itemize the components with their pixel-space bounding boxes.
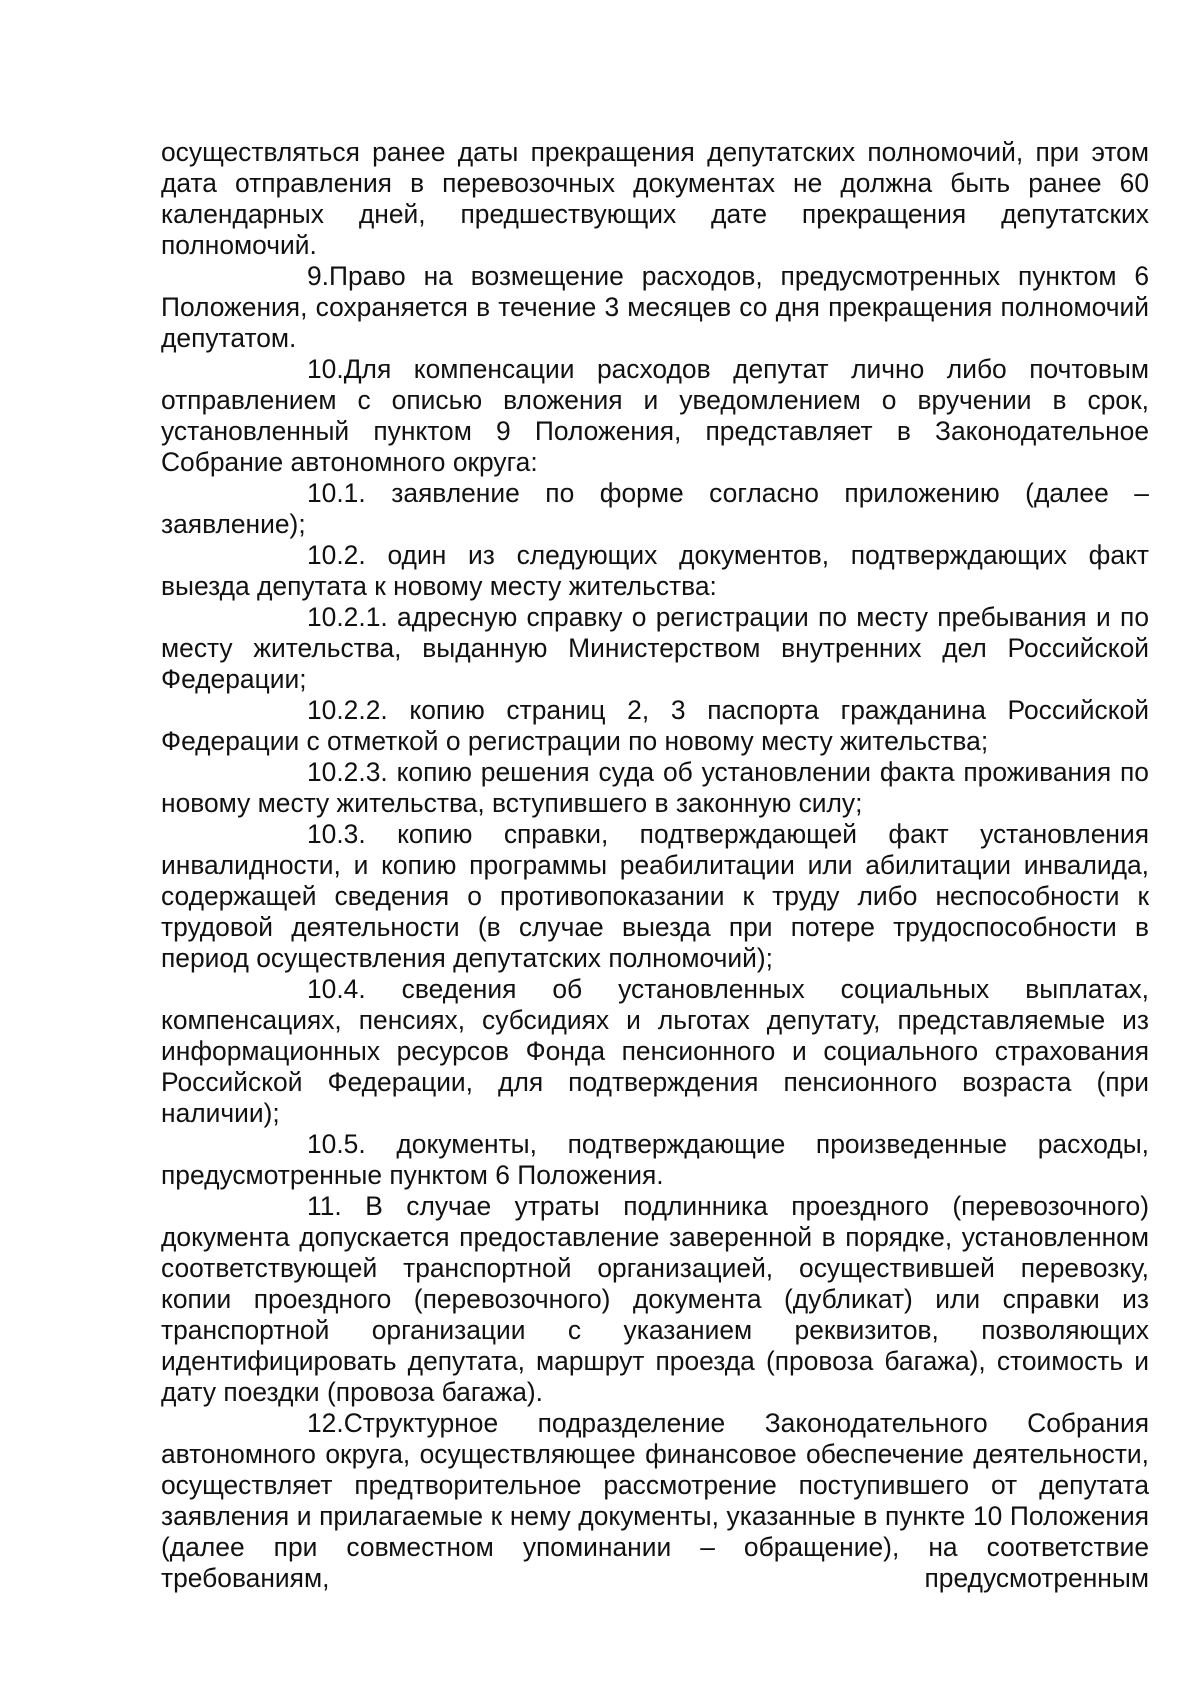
- paragraph-9: [161, 261, 1149, 354]
- paragraph-text: заявление по форме согласно приложению (далее – заявление);: [161, 478, 1149, 539]
- paragraph-text: осуществляться ранее даты прекращения депутатских полномочий, при этом дата отправления в перевозочных документах не должна быть ранее 60 календарных дней, предшествующих дате прекращения депутатских полномочий.: [161, 137, 1149, 260]
- paragraph-10-3: [161, 819, 1149, 974]
- paragraph-number: 10.4.: [307, 974, 366, 1004]
- paragraph-10-2-3: [161, 757, 1149, 819]
- paragraph-10-5: [161, 1129, 1149, 1191]
- paragraph-text: сведения об установленных социальных выплатах, компенсациях, пенсиях, субсидиях и льготах депутату, представляемые из информационных ресурсов Фонда пенсионного и социального страхования Российской Федерации, для подтверждения пенсионного возраста (при наличии);: [161, 974, 1149, 1128]
- paragraph-number: 10.2.2.: [307, 695, 388, 725]
- paragraph-10-2-2: [161, 695, 1149, 757]
- paragraph-number: 9.: [307, 261, 330, 291]
- paragraph-text: Для компенсации расходов депутат лично либо почтовым отправлением с описью вложения и уведомлением о вручении в срок, установленный пунктом 9 Положения, представляет в Законодательное Собрание автономного округа:: [161, 354, 1149, 477]
- paragraph-continuation: [161, 137, 1149, 261]
- paragraph-number: 10.2.1.: [307, 602, 388, 632]
- paragraph-10: [161, 354, 1149, 478]
- paragraph-number: 10.1.: [307, 478, 366, 508]
- paragraph-10-1: [161, 478, 1149, 540]
- paragraph-text: один из следующих документов, подтверждающих факт выезда депутата к новому месту жительства:: [161, 540, 1149, 601]
- paragraph-number: 10.3.: [307, 819, 366, 849]
- paragraph-number: 10.2.3.: [307, 757, 388, 787]
- paragraph-number: 10.2.: [307, 540, 366, 570]
- paragraph-10-4: [161, 974, 1149, 1129]
- paragraph-text: копию решения суда об установлении факта проживания по новому месту жительства, вступившего в законную силу;: [161, 757, 1149, 818]
- paragraph-number: 10.5.: [307, 1129, 366, 1159]
- paragraph-text: Структурное подразделение Законодательного Собрания автономного округа, осуществляющее финансовое обеспечение деятельности, осуществляет предтворительное рассмотрение поступившего от депутата заявления и прилагаемые к нему документы, указанные в пункте 10 Положения (далее при совместном упоминании – обращение), на соответствие требованиям, предусмотренным: [161, 1408, 1149, 1593]
- document-page: [161, 137, 1149, 1594]
- paragraph-11: [161, 1191, 1149, 1408]
- paragraph-text: адресную справку о регистрации по месту пребывания и по месту жительства, выданную Министерством внутренних дел Российской Федерации;: [161, 602, 1149, 694]
- paragraph-text: копию справки, подтверждающей факт установления инвалидности, и копию программы реабилитации или абилитации инвалида, содержащей сведения о противопоказании к труду либо неспособности к трудовой деятельности (в случае выезда при потере трудоспособности в период осуществления депутатских полномочий);: [161, 819, 1149, 973]
- paragraph-10-2-1: [161, 602, 1149, 695]
- paragraph-text: В случае утраты подлинника проездного (перевозочного) документа допускается предоставление заверенной в порядке, установленном соответствующей транспортной организацией, осуществившей перевозку, копии проездного (перевозочного) документа (дубликат) или справки из транспортной организации с указанием реквизитов, позволяющих идентифицировать депутата, маршрут проезда (провоза багажа), стоимость и дату поездки (провоза багажа).: [161, 1191, 1149, 1407]
- paragraph-text: Право на возмещение расходов, предусмотренных пунктом 6 Положения, сохраняется в течение 3 месяцев со дня прекращения полномочий депутатом.: [161, 261, 1149, 353]
- paragraph-text: копию страниц 2, 3 паспорта гражданина Российской Федерации с отметкой о регистрации по новому месту жительства;: [161, 695, 1149, 756]
- paragraph-number: 11.: [307, 1191, 342, 1221]
- paragraph-number: 10.: [307, 354, 344, 384]
- paragraph-number: 12.: [307, 1408, 344, 1438]
- paragraph-12: [161, 1408, 1149, 1594]
- paragraph-text: документы, подтверждающие произведенные расходы, предусмотренные пунктом 6 Положения.: [161, 1129, 1149, 1190]
- paragraph-10-2: [161, 540, 1149, 602]
